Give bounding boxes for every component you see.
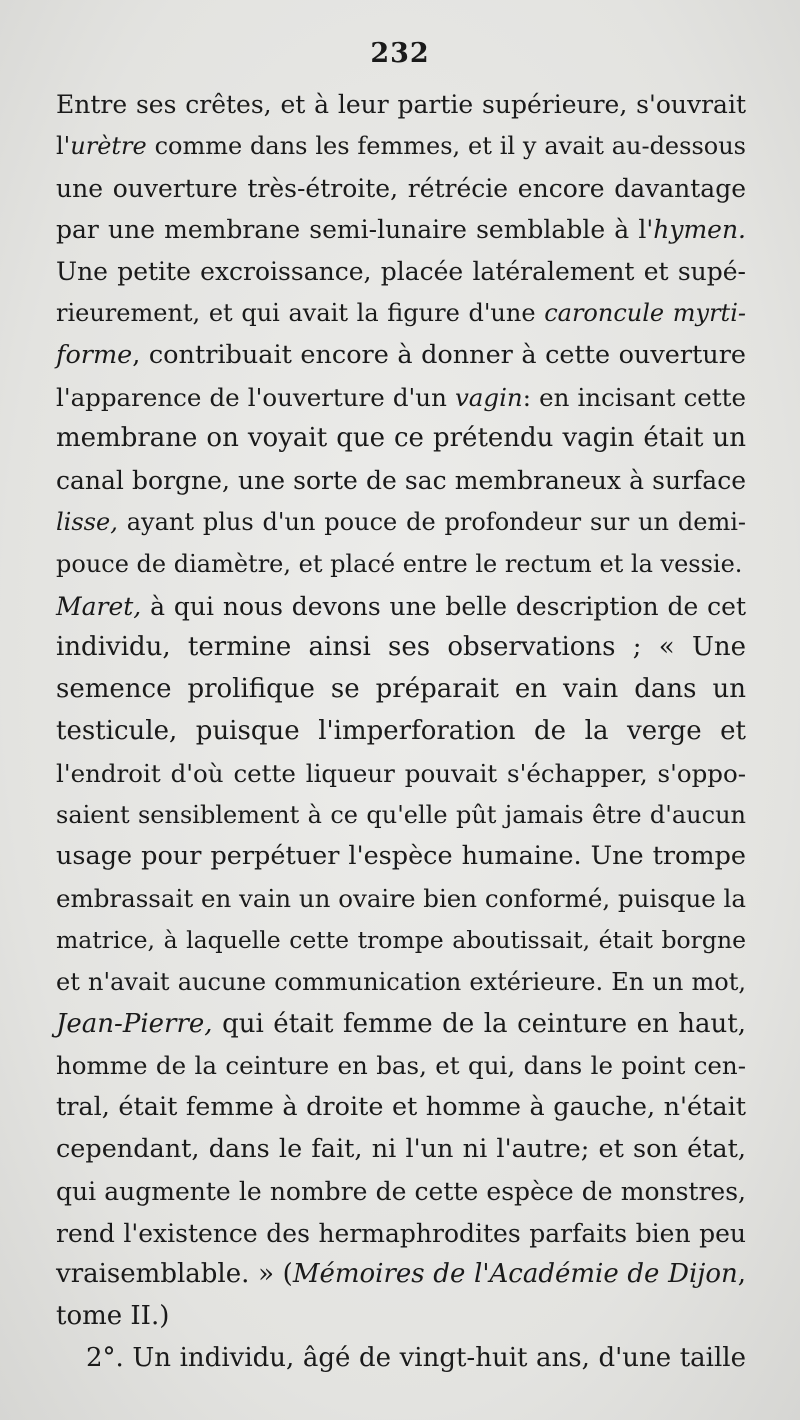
text-line (56, 627, 746, 669)
italic-text: forme (56, 339, 133, 370)
text-segment: l'endroit d'où cette liqueur pouvait s'échapper, s'oppo- (56, 758, 746, 788)
text-line (56, 126, 746, 168)
text-line (56, 209, 746, 251)
text-segment: matrice, à laquelle cette trompe aboutissait, était borgne (56, 925, 746, 954)
text-line (56, 251, 746, 293)
text-line (56, 1254, 746, 1296)
italic-text: hymen. (653, 215, 746, 245)
text-segment: Entre ses crêtes, et à leur partie supérieure, s'ouvrait (56, 90, 746, 119)
text-line (56, 920, 746, 962)
text-segment: Une petite excroissance, placée latéralement et supé- (56, 257, 746, 287)
text-segment: testicule, puisque l'imperforation de la verge et (56, 715, 746, 746)
italic-text: vagin (454, 382, 523, 412)
text-segment: homme de la ceinture en bas, et qui, dans le point cen- (56, 1051, 746, 1081)
text-segment: canal borgne, une sorte de sac membraneux à surface (56, 466, 746, 496)
text-line (56, 753, 746, 795)
text-line (56, 1087, 746, 1129)
text-segment: par une membrane semi-lunaire semblable à l' (56, 215, 654, 245)
text-segment: semence prolifique se préparait en vain dans un (56, 674, 746, 705)
text-line (56, 502, 746, 544)
text-line (56, 586, 746, 628)
text-segment: qui augmente le nombre de cette espèce de monstres, (56, 1176, 746, 1206)
text-segment: : en incisant cette (522, 382, 746, 412)
text-line (56, 1129, 746, 1171)
text-segment: qui était femme de la ceinture en haut, (212, 1008, 746, 1039)
text-line (56, 544, 746, 586)
text-line (56, 878, 746, 920)
text-line (56, 1213, 746, 1255)
text-segment: individu, termine ainsi ses observations ; « Une (56, 632, 746, 663)
text-line (56, 962, 746, 1004)
text-segment: une ouverture très-étroite, rétrécie encore davantage (56, 173, 746, 203)
text-line (56, 1296, 746, 1338)
text-line (56, 168, 746, 210)
text-segment: usage pour perpétuer l'espèce humaine. Une trompe (56, 841, 746, 872)
text-segment: à qui nous devons une belle description de cet (141, 591, 746, 621)
text-line (56, 1004, 746, 1046)
text-line (56, 460, 746, 502)
text-segment: embrassait en vain un ovaire bien conformé, puisque la (56, 884, 746, 914)
page-number: 232 (370, 38, 430, 69)
text-segment: rend l'existence des hermaphrodites parfaits bien peu (56, 1218, 746, 1248)
text-line (56, 418, 746, 460)
italic-text: urètre (70, 131, 147, 160)
italic-text: caroncule myrti- (544, 298, 746, 327)
text-segment: 2°. Un individu, âgé de vingt-huit ans, d'une taille (86, 1342, 746, 1373)
text-segment: l'apparence de l'ouverture d'un (56, 382, 455, 412)
text-line (56, 84, 746, 126)
italic-text: lisse, (56, 507, 118, 536)
text-line (56, 711, 746, 753)
body-text (56, 84, 746, 1380)
text-line (56, 1171, 746, 1213)
text-line (56, 293, 746, 335)
text-segment: , contribuait encore à donner à cette ouverture (132, 339, 746, 370)
italic-text: Maret, (56, 591, 142, 621)
text-segment: , (737, 1259, 747, 1290)
text-segment: ayant plus d'un pouce de profondeur sur un demi- (117, 507, 746, 536)
text-segment: et n'avait aucune communication extérieure. En un mot, (56, 967, 746, 996)
text-segment: comme dans les femmes, et il y avait au-dessous (146, 131, 746, 160)
text-segment: vraisemblable. » ( (56, 1259, 293, 1290)
text-line (56, 669, 746, 711)
italic-text: Mémoires de l'Académie de Dijon (292, 1259, 738, 1290)
text-segment: saient sensiblement à ce qu'elle pût jamais être d'aucun (56, 800, 746, 829)
text-segment: cependant, dans le fait, ni l'un ni l'autre; et son état, (56, 1133, 746, 1164)
text-line (56, 795, 746, 837)
text-segment: tral, était femme à droite et homme à gauche, n'était (56, 1092, 746, 1123)
text-segment: tome II.) (56, 1301, 170, 1332)
text-segment: rieurement, et qui avait la figure d'une (56, 298, 545, 327)
italic-text: Jean-Pierre, (56, 1008, 213, 1039)
text-segment: membrane on voyait que ce prétendu vagin était un (56, 423, 746, 454)
text-line (56, 1045, 746, 1087)
text-line (56, 1338, 746, 1380)
text-segment: l' (56, 131, 71, 160)
text-line (56, 377, 746, 419)
text-line (56, 836, 746, 878)
text-line (56, 335, 746, 377)
text-segment: pouce de diamètre, et placé entre le rectum et la vessie. (56, 549, 743, 578)
